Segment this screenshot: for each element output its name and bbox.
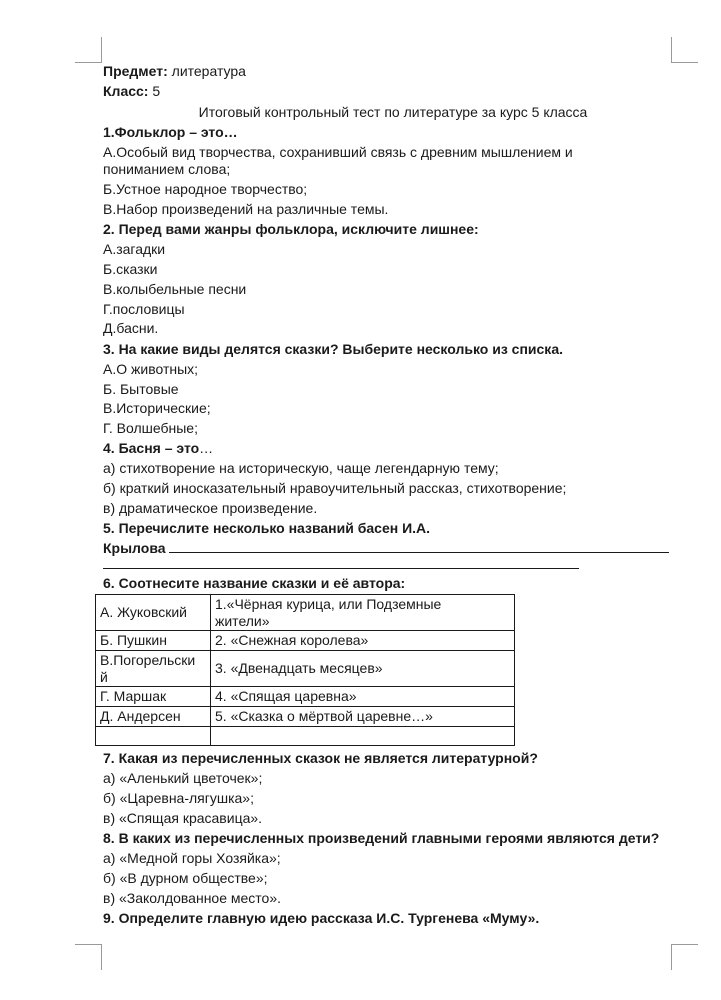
question-6: 6. Соотнесите название сказки и её автора:	[103, 575, 406, 591]
author-cell: Г. Маршак	[96, 687, 211, 707]
q3-option-b: Б. Бытовые	[103, 381, 179, 397]
crop-mark-bottom-left	[75, 944, 102, 945]
author-text: В.Погорельски	[100, 651, 196, 668]
crop-mark-bottom-left	[101, 944, 102, 970]
q8-option-b: б) «В дурном обществе»;	[103, 870, 268, 886]
q3-option-d: Г. Волшебные;	[103, 420, 198, 436]
author-cell: Д. Андерсен	[96, 707, 211, 727]
table-row-empty	[96, 727, 515, 746]
table-row	[96, 651, 515, 687]
question-4: 4. Басня – это	[103, 440, 200, 456]
q2-option-a: А.загадки	[103, 241, 166, 257]
answer-blank-row-2	[103, 554, 579, 573]
author-cell: А. Жуковский	[96, 595, 211, 631]
q2-option-c: В.колыбельные песни	[103, 281, 247, 297]
tale-text: жители»	[215, 612, 270, 629]
tale-cell: 2. «Снежная королева»	[211, 631, 515, 651]
q4-option-b: б) краткий иносказательный нравоучительный рассказ, стихотворение;	[103, 480, 567, 496]
question-2: 2. Перед вами жанры фольклора, исключите лишнее:	[103, 221, 479, 237]
q4-option-a: а) стихотворение на историческую, чаще легендарную тему;	[103, 460, 499, 476]
q1-option-a-line1: А.Особый вид творчества, сохранивший связь с древним мышлением и	[103, 144, 573, 160]
grade-value: 5	[148, 83, 161, 99]
tale-cell: 3. «Двенадцать месяцев»	[211, 651, 515, 687]
table-row	[96, 687, 515, 707]
test-title: Итоговый контрольный тест по литературе за курс 5 класса	[198, 104, 588, 120]
subject-line	[103, 63, 246, 80]
author-text: й	[100, 668, 108, 685]
author-cell	[96, 651, 211, 687]
grade-label: Класс:	[103, 83, 149, 99]
grade-line	[103, 83, 160, 100]
crop-mark-top-right	[671, 37, 672, 63]
question-5-line1: 5. Перечислите несколько названий басен И.А.	[103, 520, 431, 536]
crop-mark-top-left	[75, 62, 102, 63]
q3-option-c: В.Исторические;	[103, 400, 211, 416]
question-8: 8. В каких из перечисленных произведений главными героями являются дети?	[103, 830, 660, 846]
q1-option-a-line2: пониманием слова;	[103, 161, 231, 177]
q7-option-a: а) «Аленький цветочек»;	[103, 770, 263, 786]
table-row	[96, 595, 515, 631]
empty-cell	[211, 727, 515, 746]
question-4-line	[103, 440, 213, 457]
matching-table	[95, 594, 515, 746]
q2-option-e: Д.басни.	[103, 320, 159, 336]
q2-option-b: Б.сказки	[103, 261, 158, 277]
subject-value: литература	[167, 63, 246, 79]
question-7: 7. Какая из перечисленных сказок не является литературной?	[103, 750, 538, 766]
author-cell: Б. Пушкин	[96, 631, 211, 651]
crop-mark-top-left	[101, 37, 102, 63]
tale-cell: 5. «Сказка о мёртвой царевне…»	[211, 707, 515, 727]
q4-option-c: в) драматическое произведение.	[103, 500, 318, 516]
question-1: 1.Фольклор – это…	[103, 124, 238, 140]
q8-option-c: в) «Заколдованное место».	[103, 890, 282, 906]
tale-text: 1.«Чёрная курица, или Подземные	[215, 595, 442, 612]
question-4-ellipsis: …	[199, 440, 214, 456]
question-5-line2: Крылова	[103, 540, 166, 556]
question-3: 3. На какие виды делятся сказки? Выберите несколько из списка.	[103, 341, 563, 357]
q7-option-b: б) «Царевна-лягушка»;	[103, 790, 254, 806]
q2-option-d: Г.пословицы	[103, 301, 185, 317]
empty-cell	[96, 727, 211, 746]
table-row	[96, 707, 515, 727]
crop-mark-top-right	[671, 62, 698, 63]
crop-mark-bottom-right	[671, 944, 698, 945]
q1-option-b: Б.Устное народное творчество;	[103, 181, 308, 197]
q8-option-a: а) «Медной горы Хозяйка»;	[103, 850, 281, 866]
subject-label: Предмет:	[103, 63, 168, 79]
question-9: 9. Определите главную идею рассказа И.С. Тургенева «Муму».	[103, 910, 540, 926]
table-row	[96, 631, 515, 651]
tale-cell: 4. «Спящая царевна»	[211, 687, 515, 707]
answer-blank-1[interactable]	[169, 538, 669, 553]
q1-option-c: В.Набор произведений на различные темы.	[103, 201, 389, 217]
crop-mark-bottom-right	[671, 944, 672, 970]
answer-blank-2[interactable]	[103, 554, 579, 569]
q7-option-c: в) «Спящая красавица».	[103, 810, 263, 826]
tale-cell	[211, 595, 515, 631]
q3-option-a: А.О животных;	[103, 361, 199, 377]
